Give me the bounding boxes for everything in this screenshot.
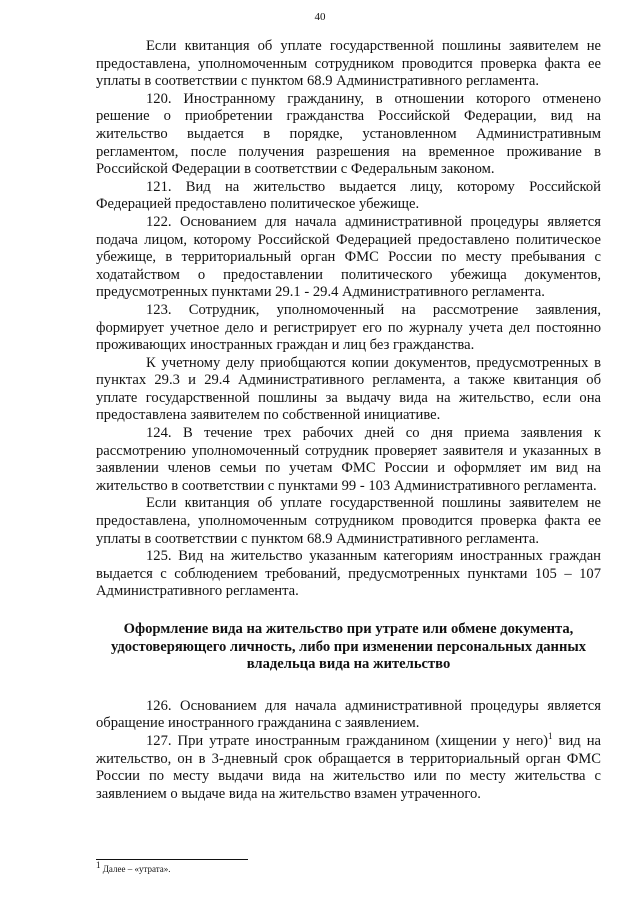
paragraph-126: 126. Основанием для начала административной процедуры является обращение иностранного гражданина с заявлением. (96, 697, 601, 732)
footnote-reference: 1 (548, 731, 553, 742)
paragraph-121: 121. Вид на жительство выдается лицу, которому Российской Федерацией предоставлено политическое убежище. (96, 178, 601, 213)
paragraph-case-file: К учетному делу приобщаются копии документов, предусмотренных в пунктах 29.3 и 29.4 Административного регламента, а также квитанция об уплате государственной пошлины за выдачу вида на жительство, если она предоставлена заявителем по собственной инициативе. (96, 354, 601, 424)
document-body (96, 38, 601, 803)
paragraph-127-text-end: вид на жительство, он в 3-дневный срок обращается в территориальный орган ФМС России по месту выдачи вида на жительство или по месту жительства с заявлением о выдаче вида на жительство взамен утраченного. (96, 732, 601, 802)
footnote-text: Далее – «утрата». (100, 864, 171, 874)
paragraph-127 (96, 733, 601, 803)
paragraph-124: 124. В течение трех рабочих дней со дня приема заявления к рассмотрению уполномоченный сотрудник проверяет заявителя и указанных в заявлении членов семьи по учетам ФМС России и оформляет им вид на жительство в соответствии с пунктами 99 - 103 Административного регламента. (96, 425, 601, 494)
footnote (96, 860, 171, 875)
paragraph-payment-check-1: Если квитанция об уплате государственной пошлины заявителем не предоставлена, уполномоченным сотрудником проводится проверка факта ее уплаты в соответствии с пунктом 68.9 Административного регламента. (96, 38, 601, 90)
section-heading: Оформление вида на жительство при утрате или обмене документа, удостоверяющего личность, либо при изменении персональных данных владельца вида на жительство (110, 621, 587, 673)
paragraph-123: 123. Сотрудник, уполномоченный на рассмотрение заявления, формирует учетное дело и регистрирует его по журналу учета дел постоянно проживающих иностранных граждан и лиц без гражданства. (96, 301, 601, 354)
paragraph-122: 122. Основанием для начала административной процедуры является подача лицом, которому Российской Федерацией предоставлено политическое убежище, в территориальный орган ФМС России по месту пребывания с ходатайством о предоставлении политического убежища документов, предусмотренных пунктами 29.1 - 29.4 Административного регламента. (96, 213, 601, 301)
paragraph-127-text-start: 127. При утрате иностранным гражданином (хищении у него) (146, 732, 549, 749)
footnote-divider (96, 859, 248, 860)
footnote-marker: 1 (96, 860, 101, 870)
page-number: 40 (314, 11, 326, 23)
paragraph-125: 125. Вид на жительство указанным категориям иностранных граждан выдается с соблюдением требований, предусмотренных пунктами 105 – 107 Административного регламента. (96, 548, 601, 600)
paragraph-payment-check-2: Если квитанция об уплате государственной пошлины заявителем не предоставлена, уполномоченным сотрудником проводится проверка факта ее уплаты в соответствии с пунктом 68.9 Административного регламента. (96, 495, 601, 547)
paragraph-120: 120. Иностранному гражданину, в отношении которого отменено решение о приобретении гражданства Российской Федерации, вид на жительство выдается в порядке, установленном Административным регламентом, после получения разрешения на временное проживание в Российской Федерации в соответствии с Федеральным законом. (96, 90, 601, 178)
